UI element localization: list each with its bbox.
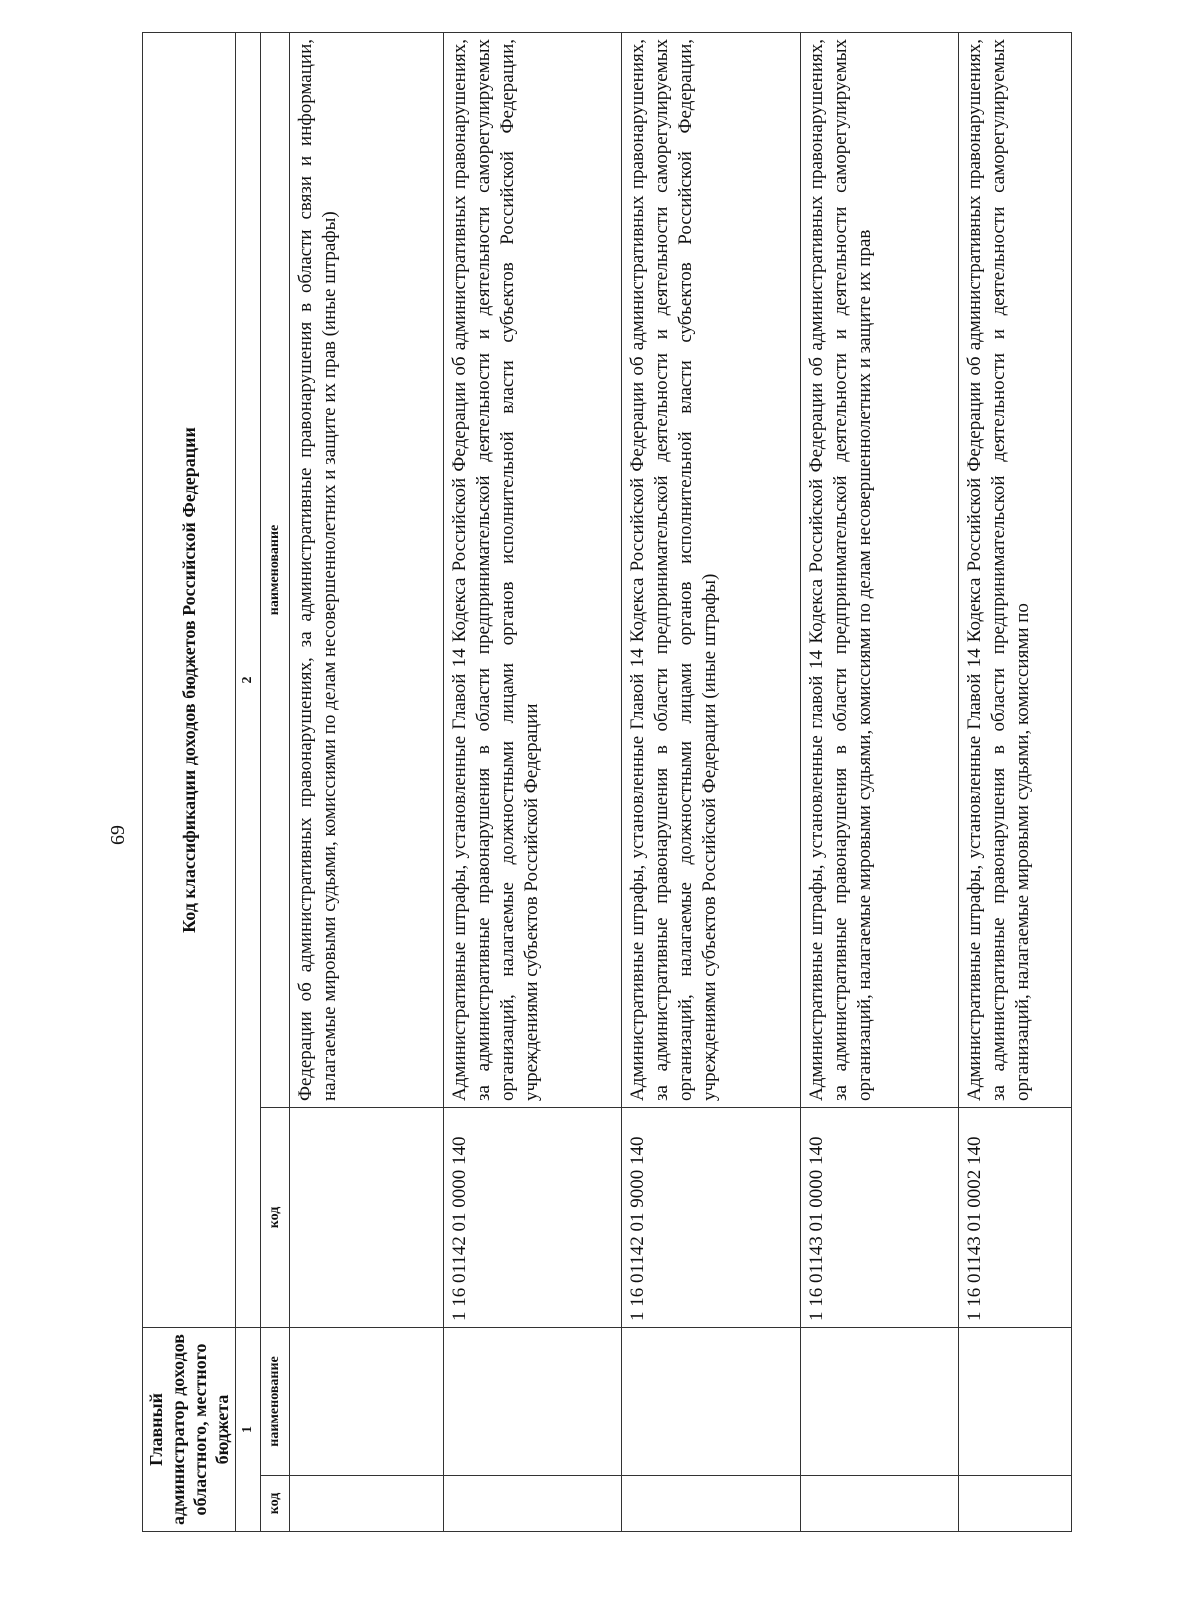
admin-code-cell — [290, 1476, 444, 1532]
revenue-name-cell: Административные штрафы, установленные Главой 14 Кодекса Российской Федерации об административных правонарушениях, за административные правонарушения в области предпринимательской деятельности и деятельности саморегулируемых организаций, налагаемые мировыми судьями, комиссиями по — [959, 33, 1072, 1108]
revenue-name-cell: Административные штрафы, установленные Главой 14 Кодекса Российской Федерации об административных правонарушениях, за административные правонарушения в области предпринимательской деятельности и деятельности саморегулируемых организаций, налагаемые должностными лицами органов исполнительной власти субъектов Российской Федерации, учреждениями субъектов Российской Федерации (иные штрафы) — [622, 33, 801, 1108]
revenue-code-cell: 1 16 01142 01 0000 140 — [443, 1107, 622, 1327]
subheader-admin-code: код — [261, 1476, 290, 1532]
revenue-name-cell: Административные штрафы, установленные Главой 14 Кодекса Российской Федерации об административных правонарушениях, за административные правонарушения в области предпринимательской деятельности и деятельности саморегулируемых организаций, налагаемые должностными лицами органов исполнительной власти субъектов Российской Федерации, учреждениями субъектов Российской Федерации — [443, 33, 622, 1108]
header-classification-code: Код классификации доходов бюджетов Российской Федерации — [143, 33, 236, 1328]
revenue-code-cell — [290, 1107, 444, 1327]
admin-name-cell — [801, 1327, 959, 1475]
rotated-table-sheet — [142, 32, 1072, 1532]
table-row — [622, 33, 801, 1532]
revenue-name-cell: Федерации об административных правонарушениях, за административные правонарушения в области связи и информации, налагаемые мировыми судьями, комиссиями по делам несовершеннолетних и защите их прав (иные штрафы) — [290, 33, 444, 1108]
admin-code-cell — [959, 1476, 1072, 1532]
page-number: 69 — [107, 825, 129, 845]
admin-code-cell — [443, 1476, 622, 1532]
admin-code-cell — [801, 1476, 959, 1532]
subheader-revenue-name: наименование — [261, 33, 290, 1108]
admin-name-cell — [290, 1327, 444, 1475]
revenue-code-cell: 1 16 01142 01 9000 140 — [622, 1107, 801, 1327]
admin-name-cell — [443, 1327, 622, 1475]
admin-code-cell — [622, 1476, 801, 1532]
admin-name-cell — [622, 1327, 801, 1475]
column-number-1: 1 — [236, 1327, 261, 1531]
table-row — [959, 33, 1072, 1532]
header-administrator: Главный администратор доходов областного, местного бюджета — [143, 1327, 236, 1531]
revenue-name-cell: Административные штрафы, установленные главой 14 Кодекса Российской Федерации об административных правонарушениях, за административные правонарушения в области предпринимательской деятельности и деятельности саморегулируемых организаций, налагаемые мировыми судьями, комиссиями по делам несовершеннолетних и защите их прав — [801, 33, 959, 1108]
column-number-2: 2 — [236, 33, 261, 1328]
revenue-code-cell: 1 16 01143 01 0002 140 — [959, 1107, 1072, 1327]
table-row — [290, 33, 444, 1532]
revenue-code-cell: 1 16 01143 01 0000 140 — [801, 1107, 959, 1327]
subheader-admin-name: наименование — [261, 1327, 290, 1475]
admin-name-cell — [959, 1327, 1072, 1475]
revenue-classification-table — [142, 32, 1072, 1532]
table-row — [443, 33, 622, 1532]
table-row — [801, 33, 959, 1532]
subheader-revenue-code: код — [261, 1107, 290, 1327]
